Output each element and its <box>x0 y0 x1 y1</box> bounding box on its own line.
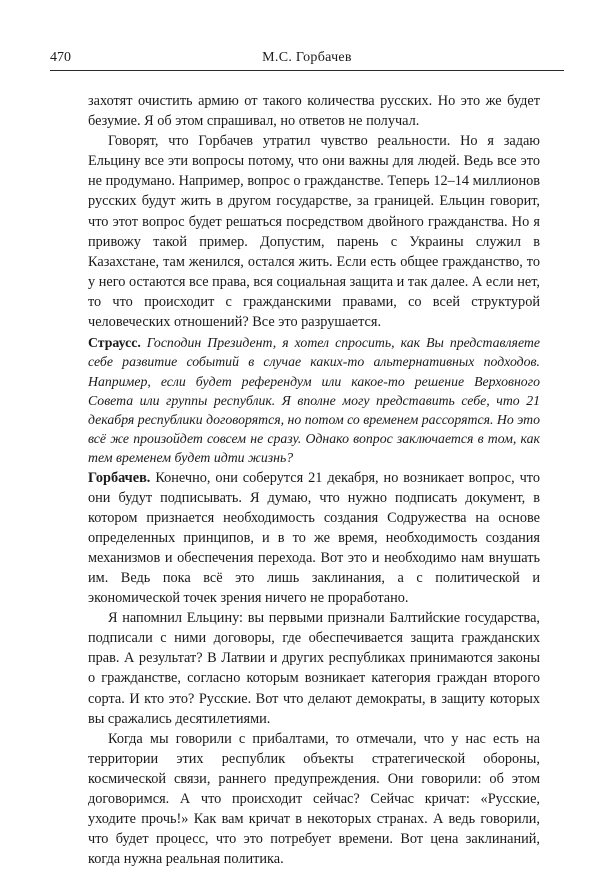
speaker-name: Горбачев. <box>88 469 151 486</box>
paragraph-question <box>88 333 540 467</box>
question-text: Господин Президент, я хотел спросить, как Вы представляете себе развитие событий в случае каких-то альтернативных подходов. Например, если будет референдум или какое-то решение Верховного Совета или группы республик. Я вполне могу представить себе, что 21 декабря республики договорятся, но потом со временем рассорятся. Но это всё же произойдет совсем не сразу. Однако вопрос заключается в том, как тем временем будет идти жизнь? <box>88 335 540 466</box>
paragraph-body: Говорят, что Горбачев утратил чувство реальности. Но я задаю Ельцину все эти вопросы потому, что они важны для людей. Ведь все это не продумано. Например, вопрос о гражданстве. Теперь 12–14 миллионов русских будут жить в другом государстве, за границей. Ельцин говорит, что этот вопрос будет решаться посредством двойного гражданства. Но я привожу такой пример. Допустим, парень с Украины служил в Казахстане, там женился, остался жить. Если есть общее гражданство, то у него остаются все права, вся социальная защита и так далее. А если нет, то что происходит с гражданскими правами, со всей структурой человеческих отношений? Все это разрушается. <box>88 133 540 331</box>
page-body <box>88 91 540 869</box>
paragraph-continuation: захотят очистить армию от такого количества русских. Но это же будет безумие. Я об этом спрашивал, но ответов не получал. <box>88 93 540 130</box>
page-number: 470 <box>50 50 71 65</box>
paragraph-answer <box>88 468 540 609</box>
running-title: М.С. Горбачев <box>262 50 352 65</box>
paragraph-body: Когда мы говорили с прибалтами, то отмечали, что у нас есть на территории этих республик объекты стратегической обороны, космической связи, раннего предупреждения. Они говорили: об этом договоримся. А что происходит сейчас? Сейчас кричат: «Русские, уходите прочь!» Как вам кричат в некоторых странах. А ведь говорили, что будет процесс, что это потребует времени. Вот цена заклинаний, когда нужна реальная политика. <box>88 730 540 868</box>
paragraph-body: Я напомнил Ельцину: вы первыми признали Балтийские государства, подписали с ними договоры, где обеспечивается защита гражданских прав. А результат? В Латвии и других республиках принимаются законы о гражданстве, согласно которым возникает категория граждан второго сорта. И кто это? Русские. Вот что делают демократы, в защиту которых вы сражались десятилетиями. <box>88 610 540 727</box>
running-header <box>50 44 564 71</box>
speaker-name: Страусс. <box>88 335 141 351</box>
answer-text: Конечно, они соберутся 21 декабря, но возникает вопрос, что они будут подписывать. Я думаю, что нужно подписать документ, в котором признается необходимость создания Содружества на основе определенных принципов, и в то же время, необходимость создания механизмов и обеспечения перехода. Вот это и необходимо нам внушать им. Ведь пока всё это лишь заклинания, а с политической и экономической точек зрения ничего не проработано. <box>88 469 540 607</box>
